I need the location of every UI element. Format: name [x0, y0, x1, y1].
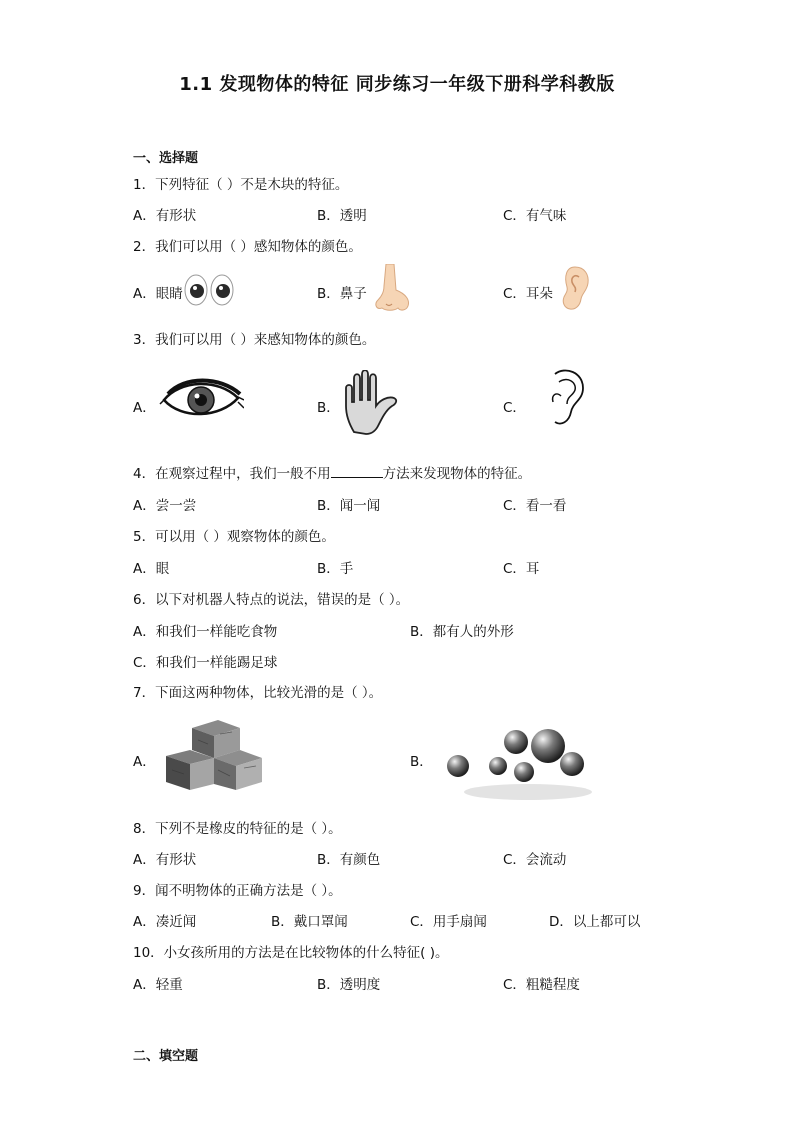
q3-option-b[interactable]: B． [317, 400, 340, 416]
section-heading-fill-blank: 二、填空题 [133, 1049, 199, 1064]
ear-emoji-icon [560, 265, 590, 311]
q8-option-b[interactable]: B．有颜色 [317, 852, 381, 868]
question-4-text-after: 方法来发现物体的特征。 [382, 466, 532, 482]
q9-option-a[interactable]: A．凑近闻 [133, 914, 197, 930]
q4-option-c[interactable]: C．看一看 [503, 498, 567, 514]
hand-drawing-icon [340, 370, 404, 436]
question-7: 7．下面这两种物体，比较光滑的是（ ）。 [133, 685, 383, 701]
question-5: 5．可以用（ ）观察物体的颜色。 [133, 529, 335, 545]
q9-option-d[interactable]: D．以上都可以 [549, 914, 641, 930]
eye-drawing-icon [158, 378, 244, 426]
q3-option-c[interactable]: C． [503, 400, 526, 416]
question-4 [133, 462, 531, 482]
q10-option-a[interactable]: A．轻重 [133, 977, 183, 993]
answer-blank[interactable] [331, 465, 383, 478]
q3-option-a[interactable]: A． [133, 400, 156, 416]
question-2: 2．我们可以用（ ）感知物体的颜色。 [133, 239, 362, 255]
q2-option-a[interactable]: A．眼睛 [133, 286, 183, 302]
question-4-text-before: 4．在观察过程中，我们一般不用 [133, 466, 331, 482]
q6-option-b[interactable]: B．都有人的外形 [410, 624, 514, 640]
q10-option-b[interactable]: B．透明度 [317, 977, 381, 993]
q5-option-a[interactable]: A．眼 [133, 561, 170, 577]
q10-option-c[interactable]: C．粗糙程度 [503, 977, 580, 993]
q2-option-b[interactable]: B．鼻子 [317, 286, 367, 302]
q9-option-c[interactable]: C．用手扇闻 [410, 914, 487, 930]
q1-option-b[interactable]: B．透明 [317, 208, 367, 224]
q5-option-c[interactable]: C．耳 [503, 561, 540, 577]
ear-drawing-icon [543, 366, 587, 428]
q1-option-a[interactable]: A．有形状 [133, 208, 197, 224]
eyes-emoji-icon [183, 273, 235, 307]
q4-option-b[interactable]: B．闻一闻 [317, 498, 381, 514]
question-1: 1．下列特征（ ）不是木块的特征。 [133, 177, 349, 193]
section-heading-choice: 一、选择题 [133, 151, 199, 166]
q7-option-b[interactable]: B． [410, 754, 433, 770]
q6-option-c[interactable]: C．和我们一样能踢足球 [133, 655, 278, 671]
nose-emoji-icon [372, 264, 412, 312]
wooden-blocks-photo [160, 718, 264, 794]
q5-option-b[interactable]: B．手 [317, 561, 354, 577]
question-6: 6．以下对机器人特点的说法，错误的是（ ）。 [133, 592, 410, 608]
q8-option-a[interactable]: A．有形状 [133, 852, 197, 868]
q4-option-a[interactable]: A．尝一尝 [133, 498, 197, 514]
question-9: 9．闻不明物体的正确方法是（ ）。 [133, 883, 342, 899]
q2-option-c[interactable]: C．耳朵 [503, 286, 553, 302]
q1-option-c[interactable]: C．有气味 [503, 208, 567, 224]
q8-option-c[interactable]: C．会流动 [503, 852, 567, 868]
q7-option-a[interactable]: A． [133, 754, 156, 770]
question-10: 10．小女孩所用的方法是在比较物体的什么特征( )。 [133, 945, 449, 961]
question-8: 8．下列不是橡皮的特征的是（ ）。 [133, 821, 342, 837]
q9-option-b[interactable]: B．戴口罩闻 [271, 914, 348, 930]
question-3: 3．我们可以用（ ）来感知物体的颜色。 [133, 332, 376, 348]
q6-option-a[interactable]: A．和我们一样能吃食物 [133, 624, 278, 640]
page-title: 1.1 发现物体的特征 同步练习一年级下册科学科教版 [179, 74, 615, 95]
glass-marbles-photo [438, 718, 598, 804]
